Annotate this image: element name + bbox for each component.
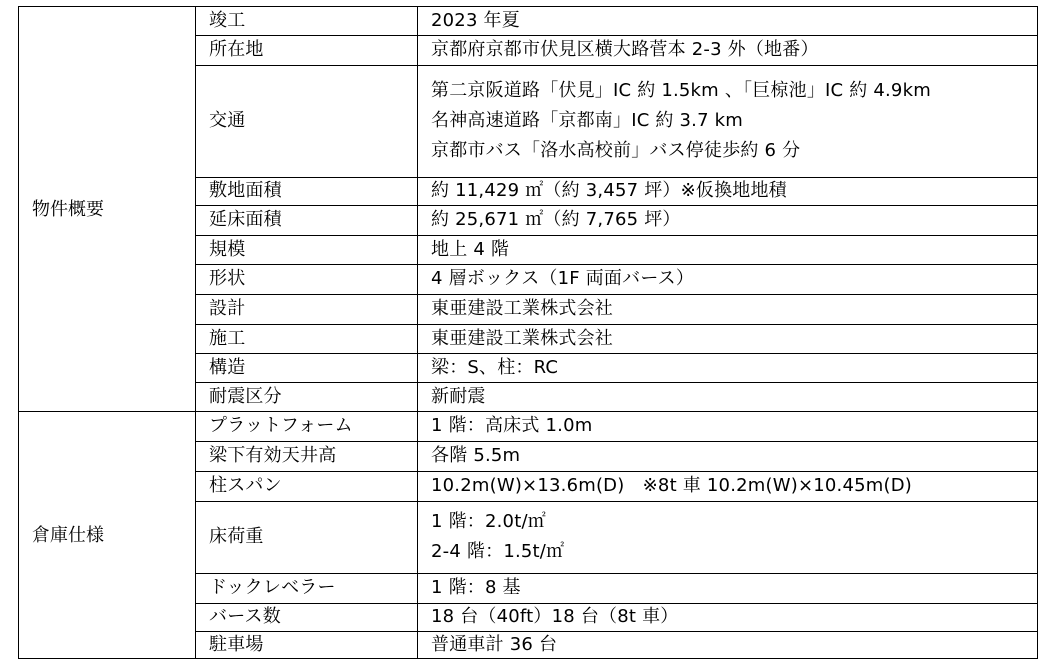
table-border-bottom [18, 658, 1038, 659]
row-value: 梁：S、柱：RC [431, 356, 559, 378]
row-value: 1 階：高床式 1.0m [431, 415, 593, 436]
row-key: 施工 [209, 327, 246, 349]
row-key: ドックレベラー [209, 577, 336, 598]
row-value: 東亜建設工業株式会社 [431, 298, 613, 319]
row-divider [195, 324, 1038, 325]
row-value: 普通車計 36 台 [431, 633, 558, 655]
section-label: 物件概要 [32, 198, 104, 220]
row-value: 名神高速道路「京都南」IC 約 3.7 km [431, 110, 744, 131]
row-divider [195, 235, 1038, 236]
row-key: 竣工 [209, 9, 246, 31]
row-value: 2023 年夏 [431, 9, 520, 31]
row-key: バース数 [209, 606, 281, 627]
row-value: 4 層ボックス（1F 両面バース） [431, 268, 695, 289]
row-key: 柱スパン [209, 475, 282, 496]
row-value: 地上 4 階 [431, 238, 510, 260]
row-value: 東亜建設工業株式会社 [431, 327, 613, 349]
property-spec-table [18, 6, 1038, 658]
column-divider-value [417, 6, 418, 659]
row-value: 1 階：2.0t/㎡ [431, 511, 546, 532]
row-value: 18 台（40ft）18 台（8t 車） [431, 606, 679, 627]
row-value: 約 11,429 ㎡（約 3,457 坪）※仮換地地積 [431, 180, 787, 201]
row-value: 京都市バス「洛水高校前」バス停徒歩約 6 分 [431, 140, 801, 161]
row-key: 梁下有効天井高 [209, 445, 337, 466]
row-divider [195, 501, 1038, 502]
row-divider [195, 294, 1038, 295]
row-divider [195, 353, 1038, 354]
row-key: 駐車場 [209, 633, 264, 655]
row-divider [195, 65, 1038, 66]
row-value: 1 階：8 基 [431, 577, 521, 598]
table-border-left [18, 6, 19, 659]
row-key: 規模 [209, 238, 246, 260]
row-key: 構造 [209, 356, 246, 378]
table-border-top [18, 6, 1038, 7]
table-border-right [1037, 6, 1038, 659]
row-divider [195, 631, 1038, 632]
row-key: 延床面積 [209, 209, 282, 230]
row-value: 2-4 階：1.5t/㎡ [431, 541, 565, 562]
row-value: 10.2m(W)×13.6m(D) ※8t 車 10.2m(W)×10.45m(D) [431, 475, 912, 496]
row-divider [195, 382, 1038, 383]
row-key: 交通 [209, 110, 246, 131]
row-value: 京都府京都市伏見区横大路菅本 2-3 外（地番） [431, 39, 819, 60]
row-key: プラットフォーム [209, 415, 353, 436]
row-key: 耐震区分 [209, 385, 282, 407]
row-value: 各階 5.5m [431, 445, 521, 466]
row-key: 敷地面積 [209, 180, 282, 201]
row-key: 設計 [209, 298, 246, 319]
row-value: 約 25,671 ㎡（約 7,765 坪） [431, 209, 681, 230]
row-key: 所在地 [209, 39, 264, 60]
section-label: 倉庫仕様 [32, 524, 104, 546]
column-divider-key [195, 6, 196, 659]
row-key: 床荷重 [209, 526, 264, 547]
row-value: 新耐震 [431, 385, 486, 407]
row-key: 形状 [209, 268, 246, 289]
row-value: 第二京阪道路「伏見」IC 約 1.5km 、「巨椋池」IC 約 4.9km [431, 80, 931, 101]
